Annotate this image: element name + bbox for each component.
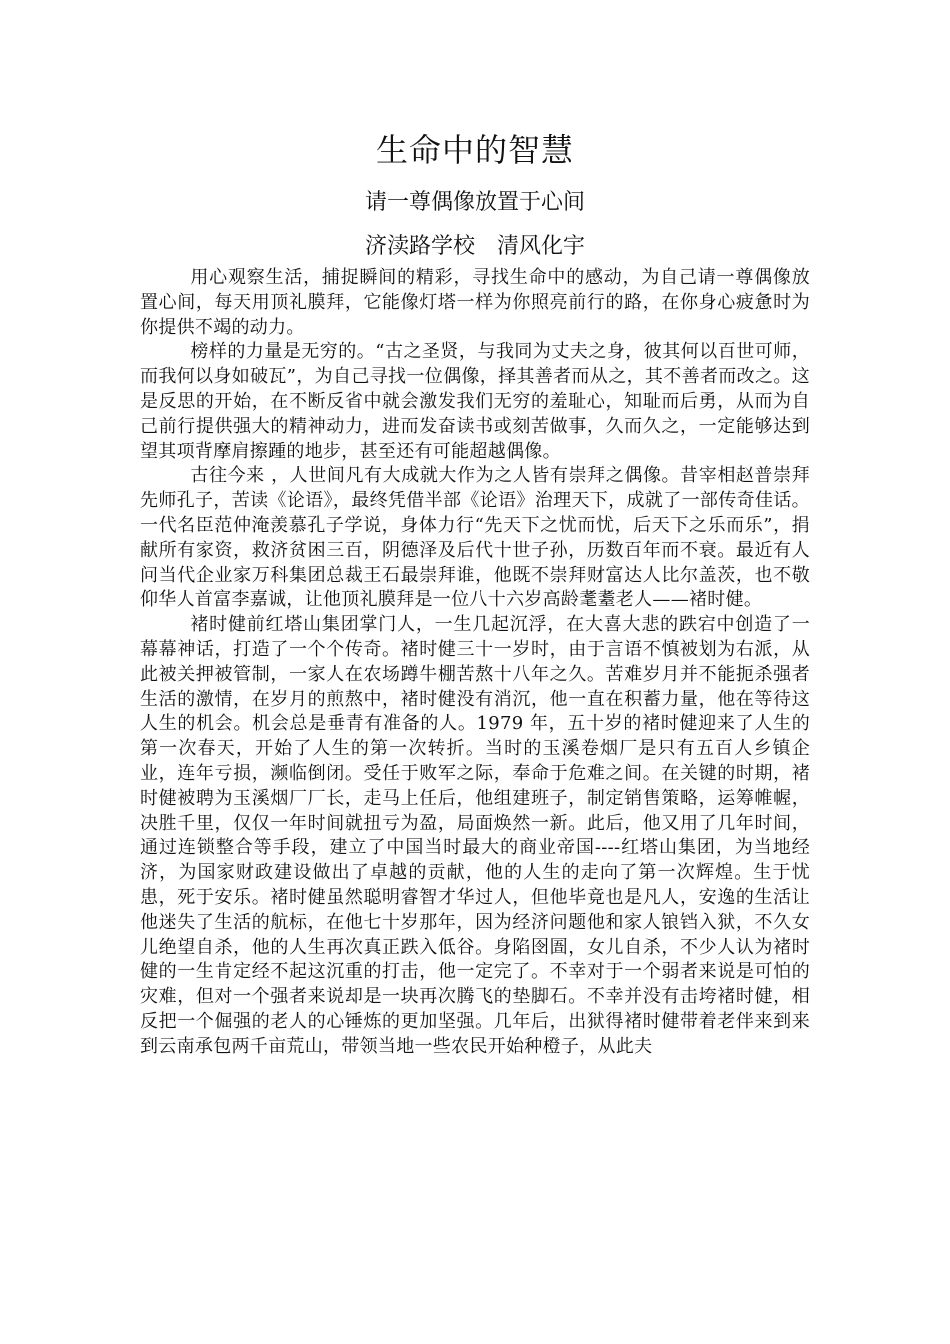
document-title: 生命中的智慧 — [375, 131, 574, 169]
author-school: 济渎路学校 — [364, 234, 475, 259]
author-line — [140, 232, 810, 262]
document-subtitle: 请一尊偶像放置于心间 — [364, 190, 585, 215]
paragraph: 用心观察生活，捕捉瞬间的精彩，寻找生命中的感动，为自己请一尊偶像放置心间，每天用顶礼膜拜，它能像灯塔一样为你照亮前行的路，在你身心疲惫时为你提供不竭的动力。 — [140, 267, 810, 338]
article-body — [140, 266, 810, 1060]
paragraph: 榜样的力量是无穷的。“古之圣贤，与我同为丈夫之身，彼其何以百世可师，而我何以身如破瓦”，为自己寻找一位偶像，择其善者而从之，其不善者而改之。这是反思的开始，在不断反省中就会激发我们无穷的羞耻心，知耻而后勇，从而为自己前行提供强大的精神动力，进而发奋读书或刻苦做事，久而久之，一定能够达到望其项背摩肩擦踵的地步，甚至还有可能超越偶像。 — [140, 341, 810, 462]
paragraph: 古往今来 ，人世间凡有大成就大作为之人皆有崇拜之偶像。昔宰相赵普崇拜先师孔子，苦读《论语》，最终凭借半部《论语》治理天下，成就了一部传奇佳话。一代名臣范仲淹羡慕孔子学说，身体力行“先天下之忧而忧，后天下之乐而乐”，捐献所有家资，救济贫困三百，阴德泽及后代十世子孙，历数百年而不衰。最近有人问当代企业家万科集团总裁王石最崇拜谁，他既不崇拜财富达人比尔盖茨，也不敬仰华人首富李嘉诚，让他顶礼膜拜是一位八十六岁高龄耄耋老人——褚时健。 — [140, 465, 810, 611]
paragraph: 褚时健前红塔山集团掌门人，一生几起沉浮，在大喜大悲的跌宕中创造了一幕幕神话，打造了一个个传奇。褚时健三十一岁时，由于言语不慎被划为右派，从此被关押被管制，一家人在农场蹲牛棚苦熬十八年之久。苦难岁月并不能扼杀强者生活的激情，在岁月的煎熬中，褚时健没有消沉，他一直在积蓄力量，他在等待这人生的机会。机会总是垂青有准备的人。1979 年，五十岁的褚时健迎来了人生的第一次春天，开始了人生的第一次转折。当时的玉溪卷烟厂是只有五百人乡镇企业，连年亏损，濒临倒闭。受任于败军之际，奉命于危难之间。在关键的时期，褚时健被聘为玉溪烟厂厂长，走马上任后，他组建班子，制定销售策略，运筹帷幄，决胜千里，仅仅一年时间就扭亏为盈，局面焕然一新。此后，他又用了几年时间，通过连锁整合等手段，建立了中国当时最大的商业帝国----红塔山集团，为当地经济，为国家财政建设做出了卓越的贡献，他的人生的走向了第一次辉煌。生于忧患，死于安乐。褚时健虽然聪明睿智才华过人，但他毕竟也是凡人，安逸的生活让他迷失了生活的航标，在他七十岁那年，因为经济问题他和家人锒铛入狱，不久女儿绝望自杀，他的人生再次真正跌入低谷。身陷囹圄，女儿自杀，不少人认为褚时健的一生肯定经不起这沉重的打击，他一定完了。不幸对于一个弱者来说是可怕的灾难，但对一个强者来说却是一块再次腾飞的垫脚石。不幸并没有击垮褚时健，相反把一个倔强的老人的心锤炼的更加坚强。几年后，出狱得褚时健带着老伴来到来到云南承包两千亩荒山，带领当地一些农民开始种橙子，从此夫 — [140, 614, 810, 1057]
document-page — [140, 122, 810, 1060]
author-name: 清风化宇 — [497, 234, 586, 259]
